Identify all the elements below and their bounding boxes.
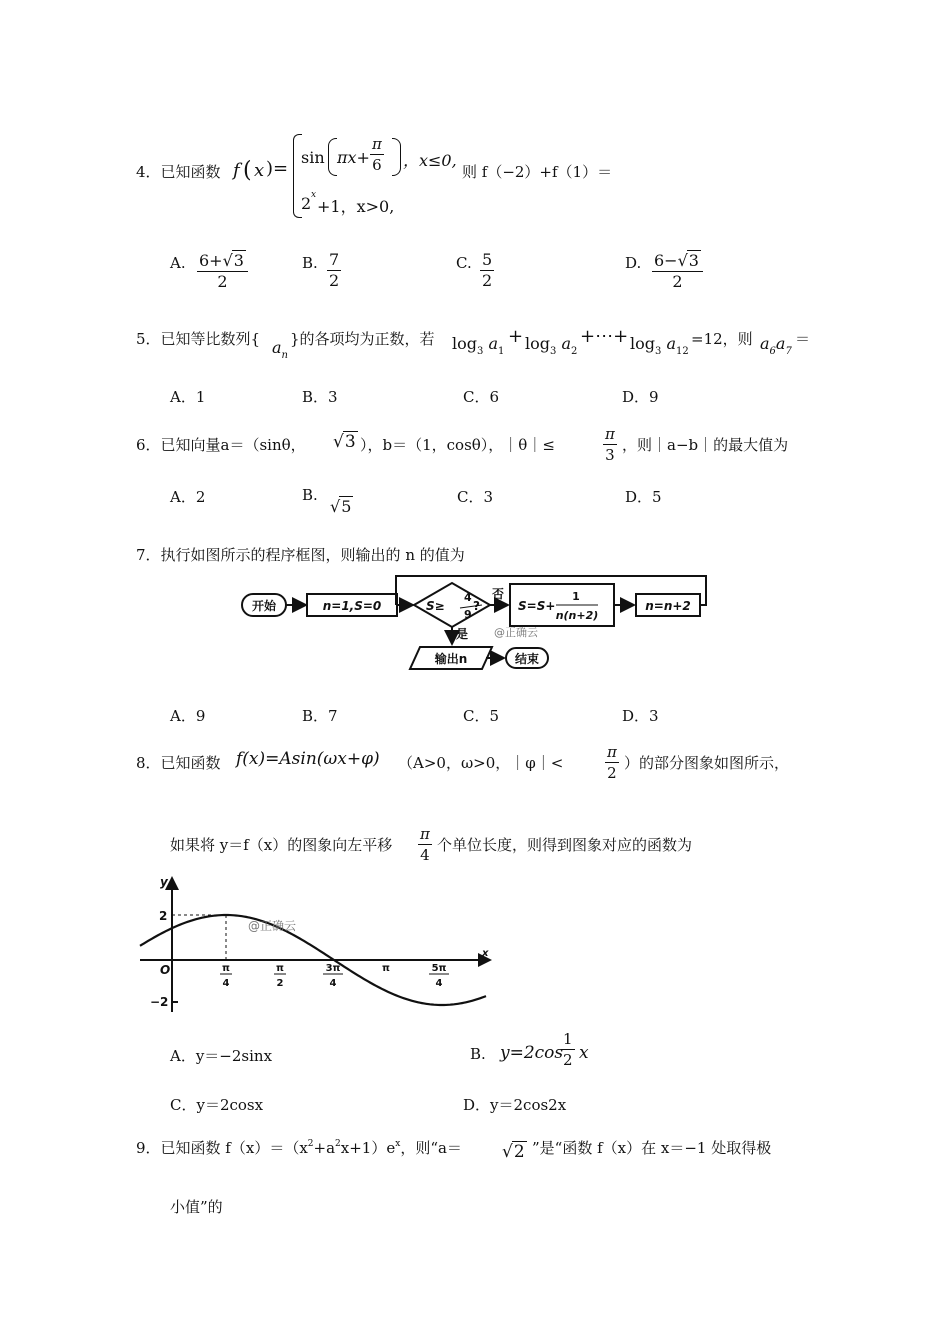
tick-pi2-n: π [276, 963, 284, 974]
tick-pi: π [382, 963, 390, 974]
q5-mid: }的各项均为正数，若 [290, 330, 435, 348]
q4-f: f [233, 160, 240, 181]
q8-option-b-x[interactable]: x [579, 1043, 589, 1063]
q5-option-d[interactable]: D．9 [622, 388, 659, 406]
q4-option-d-frac[interactable]: $\frac{6-√3}{2}$ [652, 250, 703, 292]
q8-option-b-frac[interactable]: $\frac{1}{2}$ [563, 1030, 573, 1069]
flow-update-n: 1 [572, 590, 580, 603]
q7-option-d[interactable]: D．3 [622, 707, 659, 725]
q5-an: $a_n$ [272, 338, 288, 361]
flow-watermark: @正确云 [494, 626, 538, 639]
q4-option-a-label[interactable]: A. [170, 254, 186, 272]
graph-y-label: y [160, 875, 168, 889]
q8-condition-frac: $\frac{\pi}{2}$ [607, 743, 617, 782]
flow-cond-n: 4 [464, 591, 472, 604]
q8-option-b-label[interactable]: B. [470, 1045, 486, 1063]
q4-case1-lparen [328, 138, 337, 176]
q6-option-b-sqrt[interactable]: √5 [330, 497, 352, 516]
q7-stem: 7．执行如图所示的程序框图，则输出的 n 的值为 [136, 546, 465, 564]
q5-option-c[interactable]: C．6 [463, 388, 500, 406]
q8-condition-tail: ）的部分图象如图所示， [624, 754, 790, 772]
flow-cond-d: 9 [464, 608, 472, 621]
q9-stem-tail: ”是“函数 f（x）在 x＝−1 处取得极 [532, 1139, 772, 1157]
tick-5pi4-d: 4 [435, 978, 443, 989]
tick-3pi4-n: 3π [325, 963, 341, 974]
tick-3pi4-d: 4 [329, 978, 337, 989]
q6-option-c[interactable]: C．3 [457, 488, 494, 506]
q4-option-c-frac[interactable]: $\frac{5}{2}$ [482, 250, 493, 290]
q8-option-a[interactable]: A．y＝−2sinx [170, 1047, 273, 1065]
q5-log2: $\log_3 a_2$ [525, 334, 578, 357]
q4-option-b-frac[interactable]: $\frac{7}{2}$ [329, 250, 340, 290]
q8-stem: 8．已知函数 [136, 754, 221, 772]
q5-log1: $\log_3 a_1$ [452, 334, 505, 357]
q5-eq: =12，则 [691, 330, 753, 348]
graph-x-label: x [482, 948, 489, 959]
flow-update-s: S=S+ [518, 599, 556, 613]
flow-start-label: 开始 [251, 599, 277, 613]
q8-option-c[interactable]: C．y＝2cosx [170, 1096, 264, 1114]
flow-yes-label: 是 [456, 627, 469, 641]
q6-stem-part3: ，则｜a−b｜的最大值为 [622, 436, 789, 454]
q8-line2-part2: 个单位长度，则得到图象对应的函数为 [437, 836, 693, 854]
flow-output-label: 输出n [434, 652, 468, 666]
q9-sqrt2: √2 [502, 1142, 525, 1162]
q8-function: f(x)=Asin(ωx+φ) [236, 749, 380, 769]
flowchart [230, 570, 716, 680]
q4-stem: 4．已知函数 [136, 163, 221, 181]
tick-5pi4-n: 5π [431, 963, 447, 974]
q8-condition: （A>0，ω>0，｜φ｜< [398, 754, 564, 772]
flow-cond-q: ? [473, 599, 480, 613]
q8-line2-frac: $\frac{\pi}{4}$ [420, 825, 430, 864]
q9-line2: 小值”的 [170, 1198, 223, 1216]
q4-case1-frac: $\frac{\pi}{6}$ [372, 135, 382, 174]
q8-option-b-fn[interactable]: y=2cos [500, 1043, 564, 1063]
q6-stem-part1: 6．已知向量a＝（sinθ， [136, 436, 306, 454]
q4-case1-rparen [392, 138, 401, 176]
q5-plus: + [508, 326, 524, 347]
sine-graph [130, 872, 500, 1017]
q4-case1-arg: πx+ [337, 148, 370, 167]
graph-ymin: −2 [150, 995, 169, 1009]
flow-update-d: n(n+2) [555, 609, 599, 622]
q9-stem: 9．已知函数 $f(x)=(x^2+a^2x+1)e^x$，则“a＝ [136, 1139, 462, 1157]
q6-option-d[interactable]: D．5 [625, 488, 662, 506]
q4-option-c-label[interactable]: C. [456, 254, 472, 272]
q7-option-a[interactable]: A．9 [170, 707, 206, 725]
q4-case2-base: 2 [301, 194, 312, 213]
q8-option-d[interactable]: D．y＝2cos2x [463, 1096, 567, 1114]
flow-incr-label: n=n+2 [645, 599, 691, 613]
q5-option-b[interactable]: B．3 [302, 388, 338, 406]
graph-origin: O [160, 963, 171, 977]
q4-case1-cond: ，x≤0, [403, 151, 457, 170]
q5-dots: +⋯+ [580, 326, 629, 347]
q5-option-a[interactable]: A．1 [170, 388, 206, 406]
graph-ymax: 2 [159, 909, 168, 923]
q4-case2-exp: x [311, 190, 317, 200]
q6-sqrt3: √3 [333, 432, 356, 452]
graph-watermark: @正确云 [248, 919, 297, 933]
flow-no-label: 否 [492, 587, 505, 601]
q7-option-c[interactable]: C．5 [463, 707, 500, 725]
flow-init-label: n=1,S=0 [322, 599, 382, 613]
flow-cond-s: S≥ [426, 599, 445, 613]
q4-case2-rest: +1，x>0, [317, 197, 395, 216]
q6-option-b-label[interactable]: B. [302, 486, 318, 504]
q8-line2-part1: 如果将 y＝f（x）的图象向左平移 [170, 836, 393, 854]
q5-stem: 5．已知等比数列{ [136, 330, 261, 348]
q4-lparen: ( [243, 158, 252, 183]
q5-a6a7: $a_6a_7$ [760, 334, 792, 357]
q4-question: 则 f（−2）+f（1）＝ [462, 163, 613, 181]
q5-log12: $\log_3 a_{12}$ [630, 334, 689, 357]
q6-option-a[interactable]: A．2 [170, 488, 206, 506]
q4-rparen-eq: )= [266, 158, 289, 179]
q7-option-b[interactable]: B．7 [302, 707, 338, 725]
q4-case1-sin: sin [301, 148, 325, 167]
tick-pi4-d: 4 [222, 978, 230, 989]
q6-frac: $\frac{\pi}{3}$ [605, 425, 615, 464]
q4-option-d-label[interactable]: D. [625, 254, 642, 272]
q4-option-a-frac[interactable]: $\frac{6+√3}{2}$ [197, 250, 248, 292]
q4-x: x [254, 160, 265, 181]
flow-end-label: 结束 [514, 652, 540, 666]
q6-stem-part2: ），b＝（1，cosθ），｜θ｜≤ [360, 436, 555, 454]
q5-tail: ＝ [795, 330, 811, 348]
q4-option-b-label[interactable]: B. [302, 254, 318, 272]
tick-pi4-n: π [222, 963, 230, 974]
tick-pi2-d: 2 [276, 978, 284, 989]
